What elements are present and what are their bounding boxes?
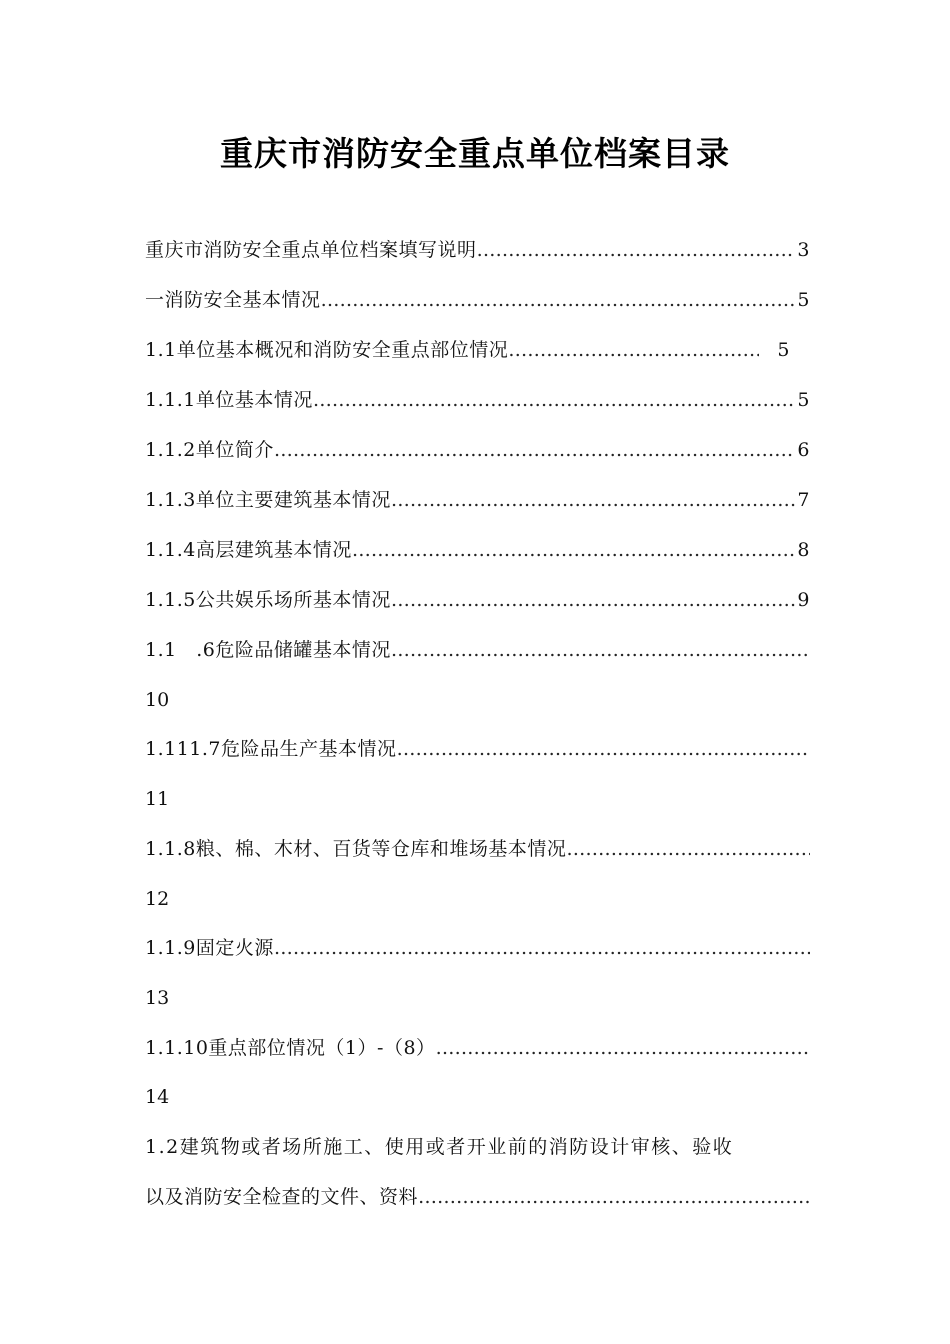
dot-leader: [352, 536, 796, 564]
toc-entry: [145, 336, 790, 364]
dot-leader: [508, 336, 759, 364]
toc-entry-label: 1.1.10重点部位情况（1）-（8）: [145, 1037, 436, 1059]
toc-entry-page: 12: [145, 888, 170, 910]
toc-entry-label: 1.111.7危险品生产基本情况: [145, 738, 397, 760]
toc-entry-page: 7: [797, 489, 810, 511]
toc-entry: [145, 735, 810, 763]
toc-entry-page: 5: [797, 389, 810, 411]
dot-leader: [397, 735, 810, 763]
toc-entry: [145, 586, 810, 614]
toc-entry-label: 一消防安全基本情况: [145, 289, 321, 311]
toc-entry-page: 14: [145, 1086, 170, 1108]
dot-leader: [391, 486, 796, 514]
toc-entry: [145, 1183, 810, 1211]
toc-entry: [145, 386, 810, 414]
dot-leader: [321, 286, 796, 314]
dot-leader: [477, 236, 796, 264]
toc-entry-page: 5: [797, 289, 810, 311]
toc-entry: [145, 286, 810, 314]
toc-entry: [145, 1034, 810, 1062]
dot-leader: [274, 934, 810, 962]
toc-entry-label: 1.1.2单位简介: [145, 439, 274, 461]
toc-entry-page: 6: [797, 439, 810, 461]
toc-entry-label: 1.1单位基本概况和消防安全重点部位情况: [145, 339, 509, 361]
dot-leader: [436, 1034, 810, 1062]
toc-entry-label: 1.1.1单位基本情况: [145, 389, 313, 411]
dot-leader: [391, 586, 796, 614]
toc-entry-label: 1.1 .6危险品储罐基本情况: [145, 639, 391, 661]
dot-leader: [313, 386, 796, 414]
toc-entry-label: 1.2建筑物或者场所施工、使用或者开业前的消防设计审核、验收: [145, 1136, 734, 1158]
toc-entry-label: 1.1.5公共娱乐场所基本情况: [145, 589, 391, 611]
toc-entry-label: 1.1.9固定火源: [145, 937, 274, 959]
dot-leader: [566, 835, 810, 863]
toc-entry-label: 重庆市消防安全重点单位档案填写说明: [145, 239, 477, 261]
toc-entry-page: 11: [145, 788, 170, 810]
toc-entry-page: 3: [797, 239, 810, 261]
toc-entry: [145, 536, 810, 564]
toc-entry-label: 以及消防安全检查的文件、资料: [145, 1186, 419, 1208]
page-title: 重庆市消防安全重点单位档案目录: [220, 134, 730, 173]
toc-entry: [145, 486, 810, 514]
toc-entry-page: 8: [797, 539, 810, 561]
toc-entry-label: 1.1.3单位主要建筑基本情况: [145, 489, 391, 511]
toc-entry-page: 9: [797, 589, 810, 611]
dot-leader: [418, 1183, 810, 1211]
toc-entry: [145, 236, 810, 264]
toc-entry: [145, 835, 810, 863]
dot-leader: [274, 436, 796, 464]
toc-entry-label: 1.1.4高层建筑基本情况: [145, 539, 352, 561]
toc-entry-label: 1.1.8粮、棉、木材、百货等仓库和堆场基本情况: [145, 838, 567, 860]
toc-entry: [145, 436, 810, 464]
toc-entry: [145, 934, 810, 962]
toc-entry-page: 10: [145, 689, 170, 711]
toc-entry-page: 5: [777, 339, 790, 361]
dot-leader: [391, 636, 810, 664]
toc-entry-page: 13: [145, 987, 170, 1009]
toc-entry: [145, 636, 810, 664]
